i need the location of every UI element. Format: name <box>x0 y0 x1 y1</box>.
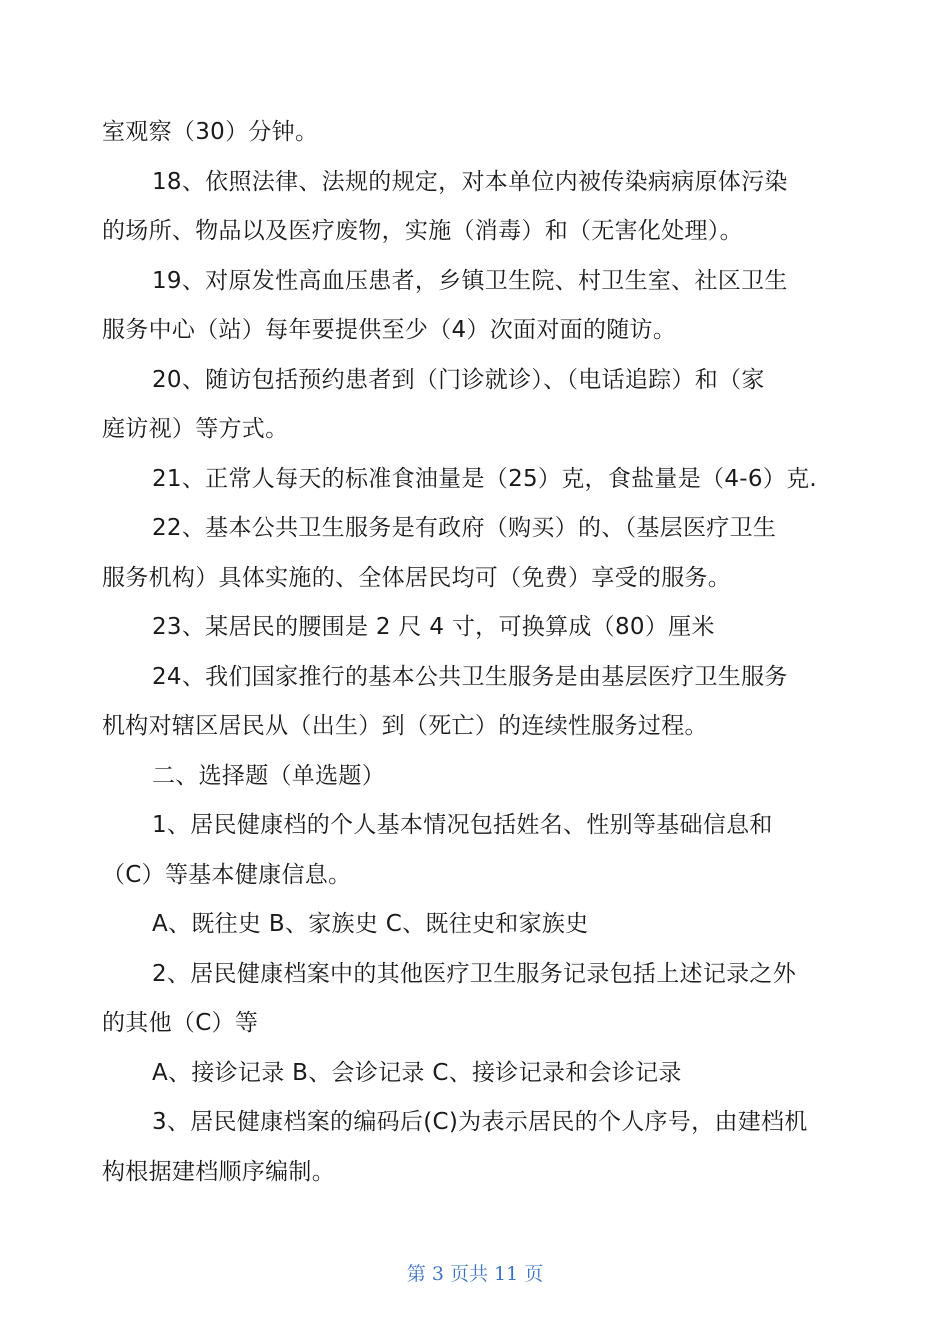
text-line: 服务机构）具体实施的、全体居民均可（免费）享受的服务。 <box>102 565 732 591</box>
text-line: 2、居民健康档案中的其他医疗卫生服务记录包括上述记录之外 <box>152 961 797 987</box>
text-line: 构根据建档顺序编制。 <box>102 1159 335 1185</box>
text-line: 服务中心（站）每年要提供至少（4）次面对面的随访。 <box>102 317 677 343</box>
text-line: 23、某居民的腰围是 2 尺 4 寸，可换算成（80）厘米 <box>152 614 715 640</box>
text-line: 机构对辖区居民从（出生）到（死亡）的连续性服务过程。 <box>102 713 708 739</box>
text-line: 21、正常人每天的标准食油量是（25）克，食盐量是（4-6）克. <box>152 466 818 492</box>
text-line: 19、对原发性高血压患者，乡镇卫生院、村卫生室、社区卫生 <box>152 268 788 294</box>
text-line: 室观察（30）分钟。 <box>102 119 319 145</box>
text-line: 18、依照法律、法规的规定，对本单位内被传染病病原体污染 <box>152 169 788 195</box>
section-heading: 二、选择题（单选题） <box>152 763 385 789</box>
text-line: 的场所、物品以及医疗废物，实施（消毒）和（无害化处理）。 <box>102 218 743 244</box>
answer-options: A、接诊记录 B、会诊记录 C、接诊记录和会诊记录 <box>152 1060 682 1086</box>
text-line: 的其他（C）等 <box>102 1010 259 1036</box>
answer-options: A、既往史 B、家族史 C、既往史和家族史 <box>152 911 589 937</box>
page-footer: 第 3 页共 11 页 <box>406 1263 544 1285</box>
text-line: 22、基本公共卫生服务是有政府（购买）的、（基层医疗卫生 <box>152 515 777 541</box>
text-line: （C）等基本健康信息。 <box>102 862 352 888</box>
text-line: 1、居民健康档的个人基本情况包括姓名、性别等基础信息和 <box>152 812 773 838</box>
text-line: 3、居民健康档案的编码后(C)为表示居民的个人序号，由建档机 <box>152 1109 808 1135</box>
text-line: 24、我们国家推行的基本公共卫生服务是由基层医疗卫生服务 <box>152 664 788 690</box>
text-line: 庭访视）等方式。 <box>102 416 289 442</box>
text-line: 20、随访包括预约患者到（门诊就诊）、（电话追踪）和（家 <box>152 367 765 393</box>
